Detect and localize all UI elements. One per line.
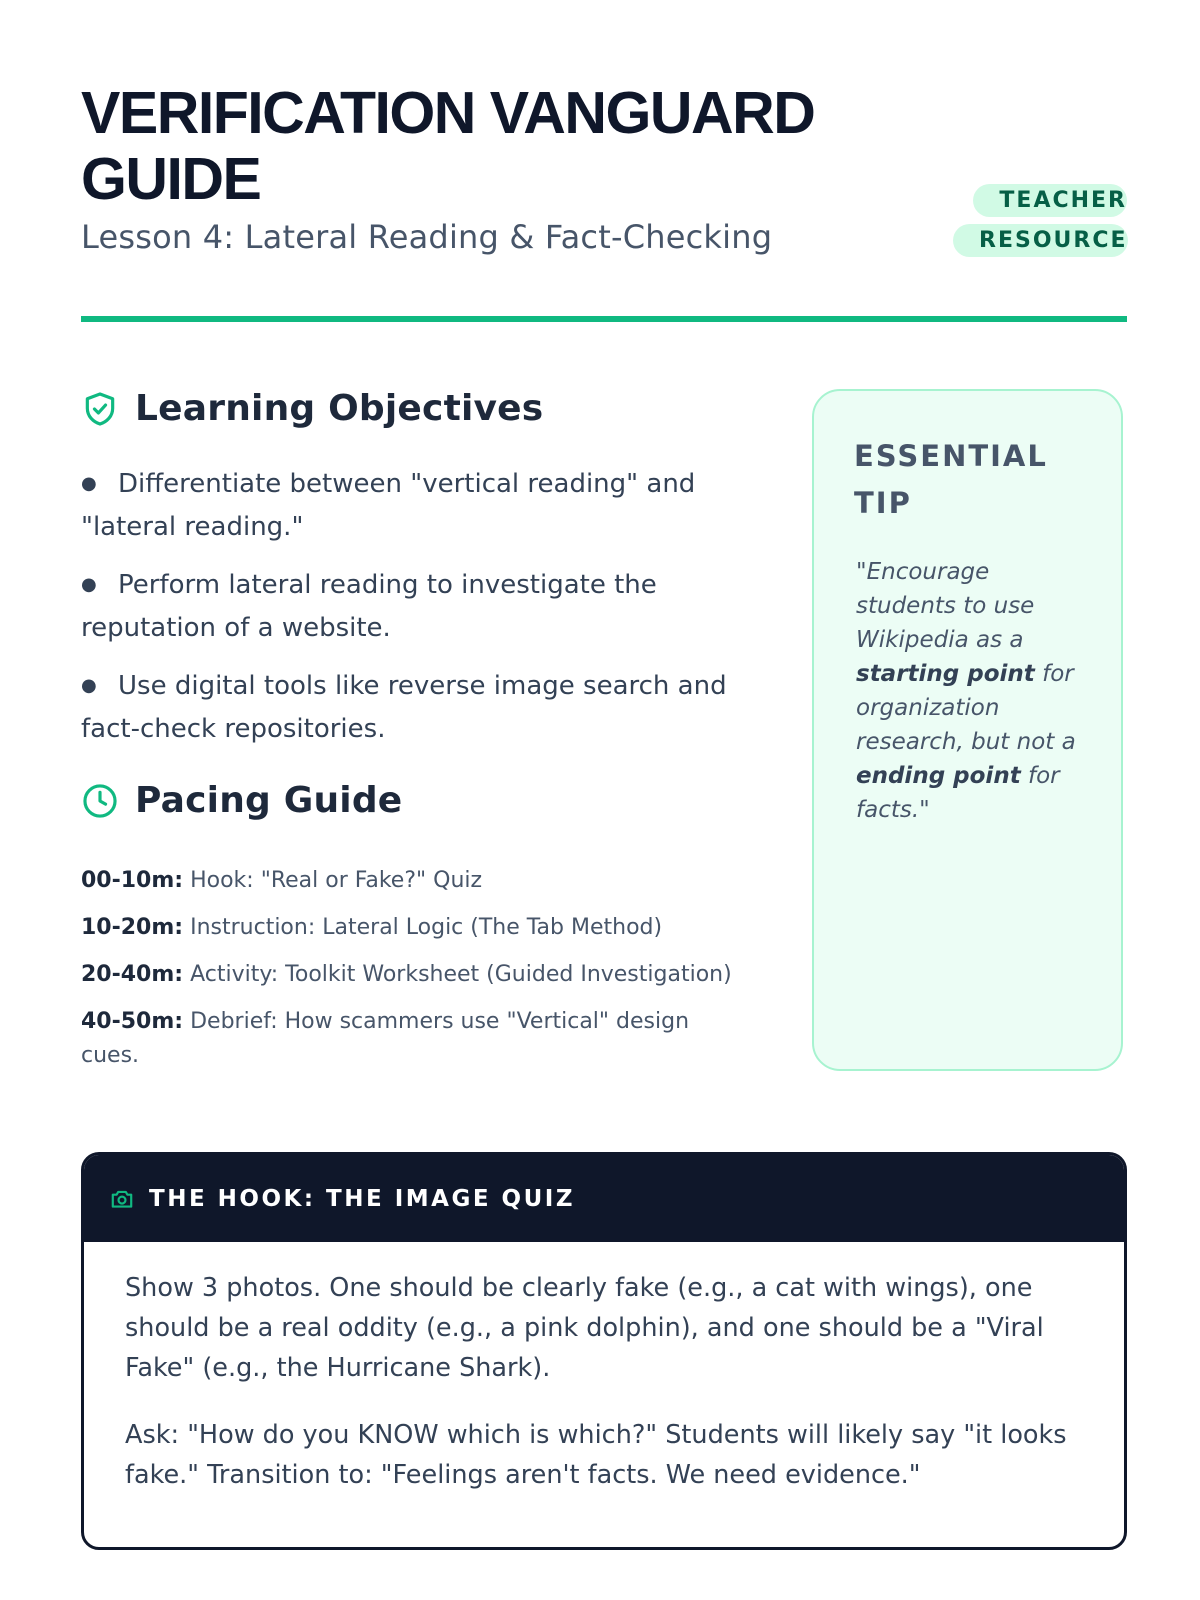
page-subtitle: Lesson 4: Lateral Reading & Fact-Checking: [81, 218, 773, 256]
hook-paragraph: Ask: "How do you KNOW which is which?" Students will likely say "it looks fake." Transition to: "Feelings aren't facts. We need evidence.": [125, 1420, 1067, 1490]
pacing-time: 00-10m:: [81, 868, 184, 893]
tip-quote: [856, 555, 1086, 827]
hook-card: [81, 1152, 1127, 1550]
tip-title: ESSENTIAL TIP: [854, 439, 1048, 520]
clock-icon: [81, 782, 119, 820]
essential-tip-card: [812, 389, 1123, 1071]
objectives-heading: [81, 388, 543, 429]
bullet-icon: ●: [81, 574, 97, 595]
pacing-time: 20-40m:: [81, 962, 184, 987]
teacher-resource-badge: [953, 181, 1127, 261]
pacing-row: [81, 1005, 741, 1073]
objectives-heading-label: Learning Objectives: [135, 388, 544, 429]
badge-label: TEACHER RESOURCE: [953, 184, 1128, 257]
pacing-text: Activity: Toolkit Worksheet (Guided Investigation): [190, 962, 732, 987]
pacing-heading-label: Pacing Guide: [135, 780, 403, 821]
pacing-list: [81, 864, 741, 1086]
pacing-row: [81, 958, 741, 992]
tip-quote-mid: for organization research, but not a: [856, 661, 1076, 755]
hook-body: [84, 1242, 1124, 1495]
tip-quote-open: "Encourage students to use Wikipedia as a: [856, 559, 1035, 653]
tip-quote-close: for facts.": [856, 763, 1060, 823]
objective-text: Perform lateral reading to investigate the reputation of a website.: [81, 570, 657, 643]
pacing-row: [81, 911, 741, 945]
page-title: VERIFICATION VANGUARD GUIDE: [81, 80, 815, 212]
header-divider: [81, 316, 1127, 322]
tip-strong-starting: starting point: [856, 661, 1035, 687]
list-item: [81, 563, 741, 650]
pacing-text: Instruction: Lateral Logic (The Tab Method): [190, 915, 663, 940]
pacing-heading: [81, 780, 402, 821]
tip-strong-ending: ending point: [856, 763, 1021, 789]
pacing-time: 10-20m:: [81, 915, 184, 940]
objective-text: Use digital tools like reverse image search and fact-check repositories.: [81, 671, 727, 744]
objectives-list: [81, 462, 741, 765]
bullet-icon: ●: [81, 473, 97, 494]
pacing-text: Debrief: How scammers use "Vertical" design cues.: [81, 1009, 690, 1068]
pacing-row: [81, 864, 741, 898]
pacing-text: Hook: "Real or Fake?" Quiz: [190, 868, 483, 893]
hook-paragraph: Show 3 photos. One should be clearly fake (e.g., a cat with wings), one should be a real oddity (e.g., a pink dolphin), and one should be a "Viral Fake" (e.g., the Hurricane Shark).: [125, 1273, 1044, 1383]
hook-heading: THE HOOK: THE IMAGE QUIZ: [149, 1185, 576, 1212]
objective-text: Differentiate between "vertical reading" and "lateral reading.": [81, 469, 696, 542]
hook-header: [84, 1155, 1124, 1242]
shield-check-icon: [81, 390, 119, 428]
list-item: [81, 664, 741, 751]
pacing-time: 40-50m:: [81, 1009, 184, 1034]
lesson-guide-page: [81, 0, 1127, 1600]
list-item: [81, 462, 741, 549]
camera-icon: [109, 1186, 135, 1212]
bullet-icon: ●: [81, 675, 97, 696]
